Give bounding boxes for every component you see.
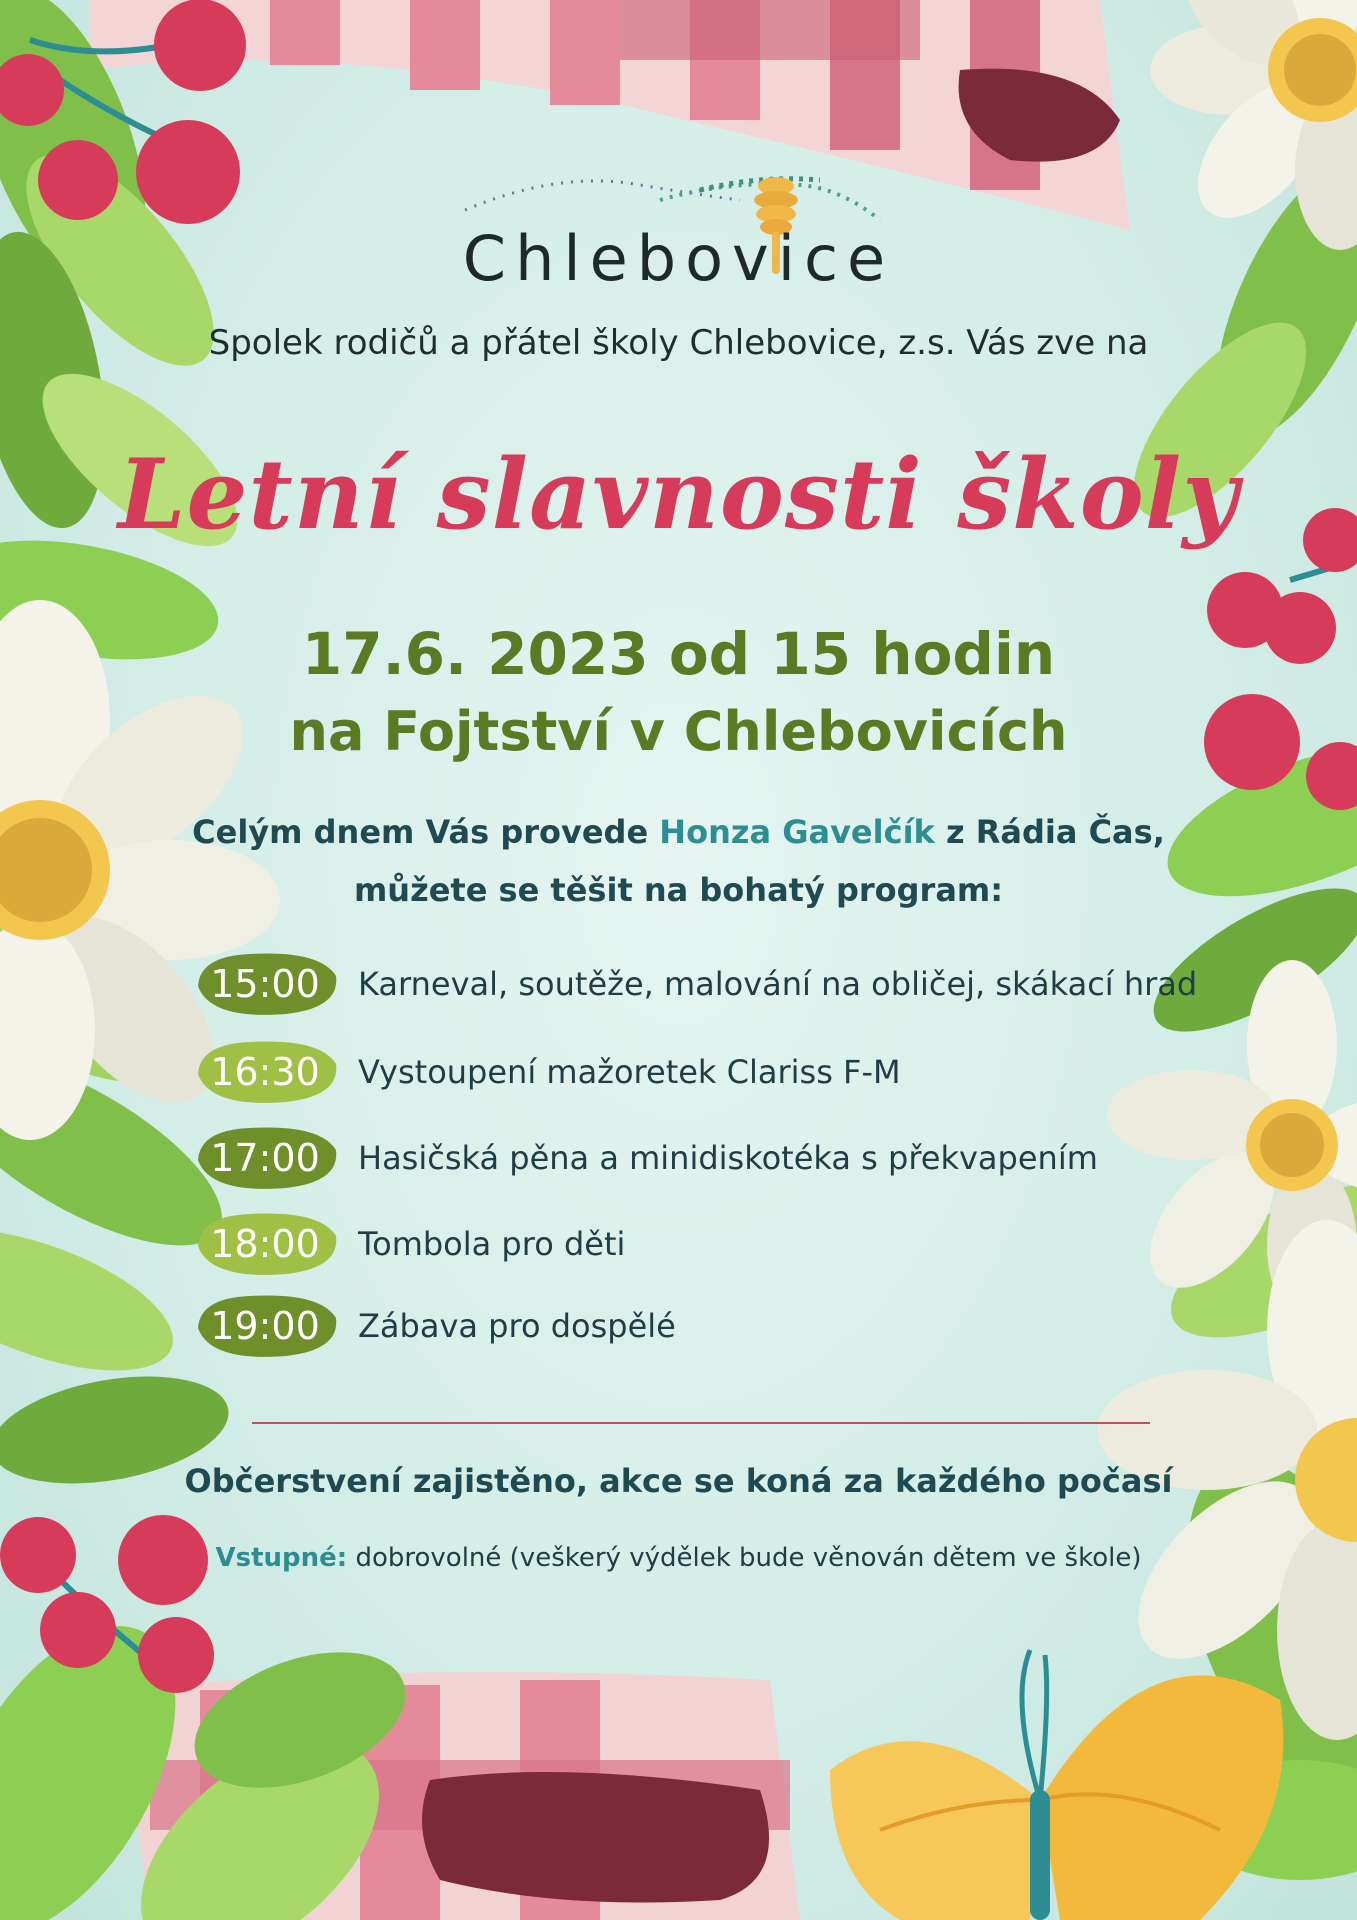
intro-text-1: Celým dnem Vás provede (192, 813, 649, 851)
butterfly (830, 1650, 1283, 1920)
intro-text-2: z Rádia Čas, (945, 813, 1165, 851)
program-time: 19:00 (210, 1304, 320, 1348)
program-description: Karneval, soutěže, malování na obličej, skákací hrad (358, 965, 1198, 1003)
program-item (190, 950, 1198, 1022)
event-title: Letní slavnosti školy (117, 438, 1240, 551)
program-time: 15:00 (210, 962, 320, 1006)
time-badge (190, 1292, 340, 1360)
program-item (190, 1124, 1170, 1196)
entry-fee-label: Vstupné: (215, 1543, 348, 1573)
intro-line-1 (0, 813, 1357, 851)
program-description: Tombola pro děti (358, 1225, 626, 1263)
invitation-line: Spolek rodičů a přátel školy Chlebovice, z.s. Vás zve na (208, 323, 1149, 363)
time-badge (190, 950, 340, 1018)
program-description: Vystoupení mažoretek Clariss F-M (358, 1053, 901, 1091)
program-time: 16:30 (210, 1050, 320, 1094)
program-description: Zábava pro dospělé (358, 1307, 676, 1345)
host-name: Honza Gavelčík (659, 813, 935, 851)
entry-fee-note (0, 1543, 1357, 1573)
program-item (190, 1038, 1170, 1110)
refreshment-note: Občerstvení zajistěno, akce se koná za každého počasí (184, 1462, 1173, 1500)
time-badge (190, 1210, 340, 1278)
time-badge (190, 1124, 340, 1192)
logo-wordmark: Chlebovice (462, 222, 895, 295)
program-time: 18:00 (210, 1222, 320, 1266)
event-date: 17.6. 2023 od 15 hodin (301, 620, 1056, 688)
time-badge (190, 1038, 340, 1106)
intro-line-2: můžete se těšit na bohatý program: (353, 871, 1004, 909)
program-item (190, 1292, 1170, 1364)
program-time: 17:00 (210, 1136, 320, 1180)
entry-fee-text: dobrovolné (veškerý výdělek bude věnován dětem ve škole) (355, 1543, 1142, 1573)
divider (252, 1422, 1150, 1424)
event-place: na Fojtství v Chlebovicích (289, 700, 1068, 763)
program-description: Hasičská pěna a minidiskotéka s překvapením (358, 1139, 1098, 1177)
program-item (190, 1210, 1170, 1282)
